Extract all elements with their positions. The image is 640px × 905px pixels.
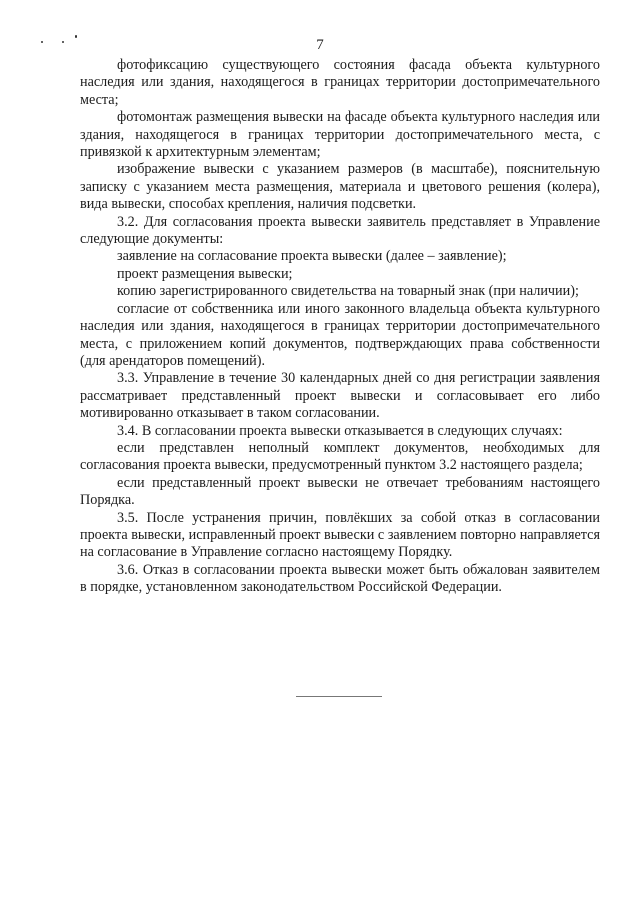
paragraph-3-6: 3.6. Отказ в согласовании проекта вывески может быть обжалован заявителем в порядке, установленном законодательством Российской Федерации. [80, 561, 600, 596]
document-body [80, 57, 600, 597]
paragraph-3-2: 3.2. Для согласования проекта вывески заявитель представляет в Управление следующие документы: [80, 213, 600, 248]
list-item-owner-consent: согласие от собственника или иного законного владельца объекта культурного наследия или здания, находящегося в границах территории достопримечательного места, с приложением копий документов, подтверждающих права собственности (для арендаторов помещений). [80, 300, 600, 369]
list-item-non-compliant: если представленный проект вывески не отвечает требованиям настоящего Порядка. [80, 474, 600, 509]
list-item-placement-project: проект размещения вывески; [117, 265, 293, 282]
end-divider [296, 696, 382, 697]
page-number: 7 [316, 37, 324, 53]
list-item-incomplete-docs: если представлен неполный комплект документов, необходимых для согласования проекта вывески, предусмотренный пунктом 3.2 настоящего раздела; [80, 439, 600, 474]
paragraph-sign-image: изображение вывески с указанием размеров (в масштабе), пояснительную записку с указанием места размещения, материала и цветового решения (колера), вида вывески, способах крепления, наличия подсветки. [80, 161, 600, 213]
paragraph-photo-fixation: фотофиксацию существующего состояния фасада объекта культурного наследия или здания, находящегося в границах территории достопримечательного места; [80, 57, 600, 108]
list-item-trademark-copy: копию зарегистрированного свидетельства на товарный знак (при наличии); [117, 283, 579, 300]
paragraph-3-5: 3.5. После устранения причин, повлёкших за собой отказ в согласовании проекта вывески, исправленный проект вывески с заявлением повторно направляется на согласование в Управление согласно настоящему Порядку. [80, 509, 600, 561]
paragraph-3-3: 3.3. Управление в течение 30 календарных дней со дня регистрации заявления рассматривает представленный проект вывески и согласовывает его либо мотивированно отказывает в таком согласовании. [80, 370, 600, 422]
paragraph-3-4: 3.4. В согласовании проекта вывески отказывается в следующих случаях: [117, 422, 563, 439]
list-item-application: заявление на согласование проекта вывески (далее – заявление); [117, 248, 507, 265]
paragraph-photomontage: фотомонтаж размещения вывески на фасаде объекта культурного наследия или здания, находящегося в границах территории достопримечательного места, с привязкой к архитектурным элементам; [80, 109, 600, 161]
